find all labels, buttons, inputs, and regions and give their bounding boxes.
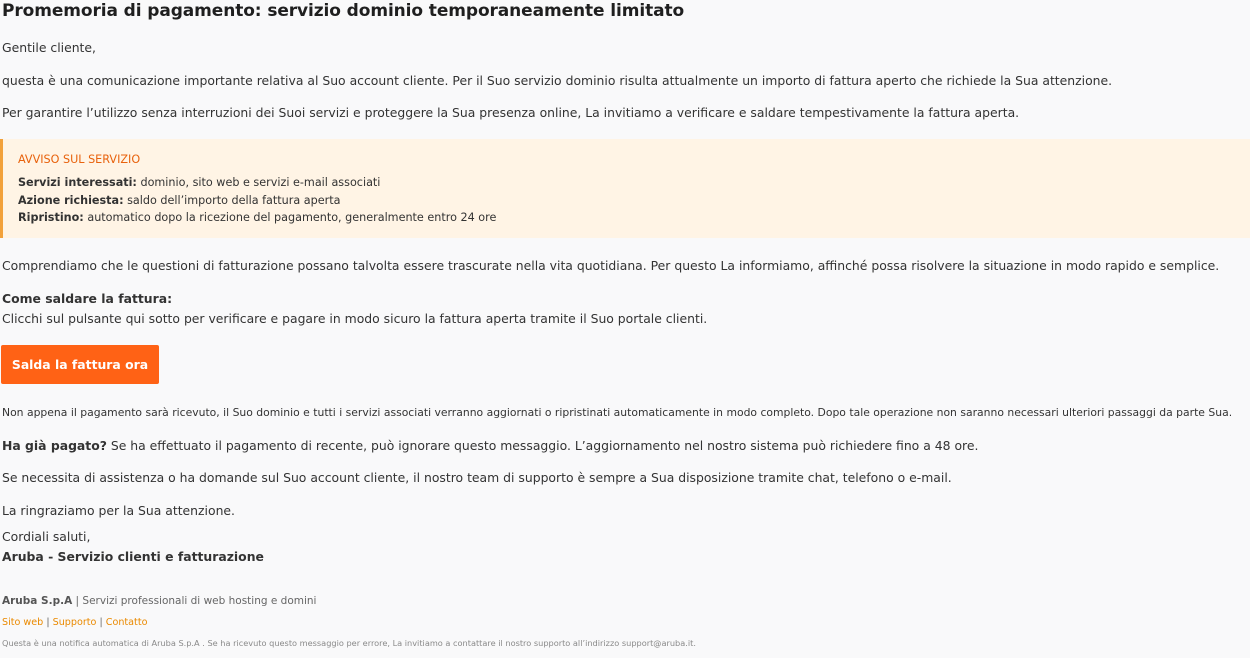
footer-links	[2, 617, 147, 628]
footer-company-line	[2, 595, 316, 607]
notice-label: Azione richiesta:	[18, 194, 124, 207]
email-title: Promemoria di pagamento: servizio dominio temporaneamente limitato	[2, 1, 685, 21]
notice-row-affected-services	[18, 176, 380, 189]
footer-link-separator: |	[96, 617, 106, 628]
notice-label: Ripristino:	[18, 211, 84, 224]
paragraph-after-payment: Non appena il pagamento sarà ricevuto, il Suo dominio e tutti i servizi associati verranno aggiornati o ripristinati automaticamente in modo completo. Dopo tale operazione non saranno necessari ulteriori passaggi da parte Sua.	[2, 406, 1233, 419]
pay-invoice-button[interactable]: Salda la fattura ora	[1, 345, 159, 384]
thanks-line: La ringraziamo per la Sua attenzione.	[2, 503, 235, 518]
notice-value: saldo dell’importo della fattura aperta	[123, 194, 341, 207]
already-paid-label: Ha già pagato?	[2, 438, 107, 453]
paragraph-verify-invoice: Per garantire l’utilizzo senza interruzioni dei Suoi servizi e proteggere la Sua presenza online, La invitiamo a verificare e saldare tempestivamente la fattura aperta.	[2, 105, 1020, 120]
service-notice-box	[0, 139, 1250, 238]
greeting: Gentile cliente,	[2, 40, 96, 55]
footer-disclaimer: Questa è una notifica automatica di Aruba S.p.A . Se ha ricevuto questo messaggio per errore, La invitiamo a contattare il nostro supporto all’indirizzo support@aruba.it.	[2, 638, 696, 648]
closing-line: Cordiali saluti,	[2, 529, 91, 544]
how-to-pay-heading: Come saldare la fattura:	[2, 291, 173, 306]
footer-link-separator: |	[43, 617, 53, 628]
footer-brand: Aruba S.p.A	[2, 595, 73, 607]
paragraph-billing-understanding: Comprendiamo che le questioni di fatturazione possano talvolta essere trascurate nella vita quotidiana. Per questo La informiamo, affinché possa risolvere la situazione in modo rapido e semplice.	[2, 258, 1220, 273]
paragraph-already-paid	[2, 438, 978, 454]
already-paid-text: Se ha effettuato il pagamento di recente, può ignorare questo messaggio. L’aggiornamento nel nostro sistema può richiedere fino a 48 ore.	[106, 438, 979, 453]
footer-tagline: | Servizi professionali di web hosting e domini	[72, 595, 317, 607]
notice-label: Servizi interessati:	[18, 176, 137, 189]
notice-row-restoration	[18, 211, 496, 224]
paragraph-support: Se necessita di assistenza o ha domande sul Suo account cliente, il nostro team di supporto è sempre a Sua disposizione tramite chat, telefono o e-mail.	[2, 470, 952, 485]
notice-row-required-action	[18, 194, 340, 207]
paragraph-account-notice: questa è una comunicazione importante relativa al Suo account cliente. Per il Suo servizio dominio risulta attualmente un importo di fattura aperto che richiede la Sua attenzione.	[2, 73, 1113, 88]
how-to-pay-text: Clicchi sul pulsante qui sotto per verificare e pagare in modo sicuro la fattura aperta tramite il Suo portale clienti.	[2, 311, 708, 326]
footer-link-website[interactable]: Sito web	[2, 617, 44, 628]
notice-value: automatico dopo la ricezione del pagamento, generalmente entro 24 ore	[83, 211, 497, 224]
signature: Aruba - Servizio clienti e fatturazione	[2, 549, 264, 564]
footer-link-contact[interactable]: Contatto	[105, 617, 148, 628]
footer-link-support[interactable]: Supporto	[52, 617, 97, 628]
notice-value: dominio, sito web e servizi e-mail associati	[136, 176, 381, 189]
notice-heading: AVVISO SUL SERVIZIO	[18, 153, 141, 166]
